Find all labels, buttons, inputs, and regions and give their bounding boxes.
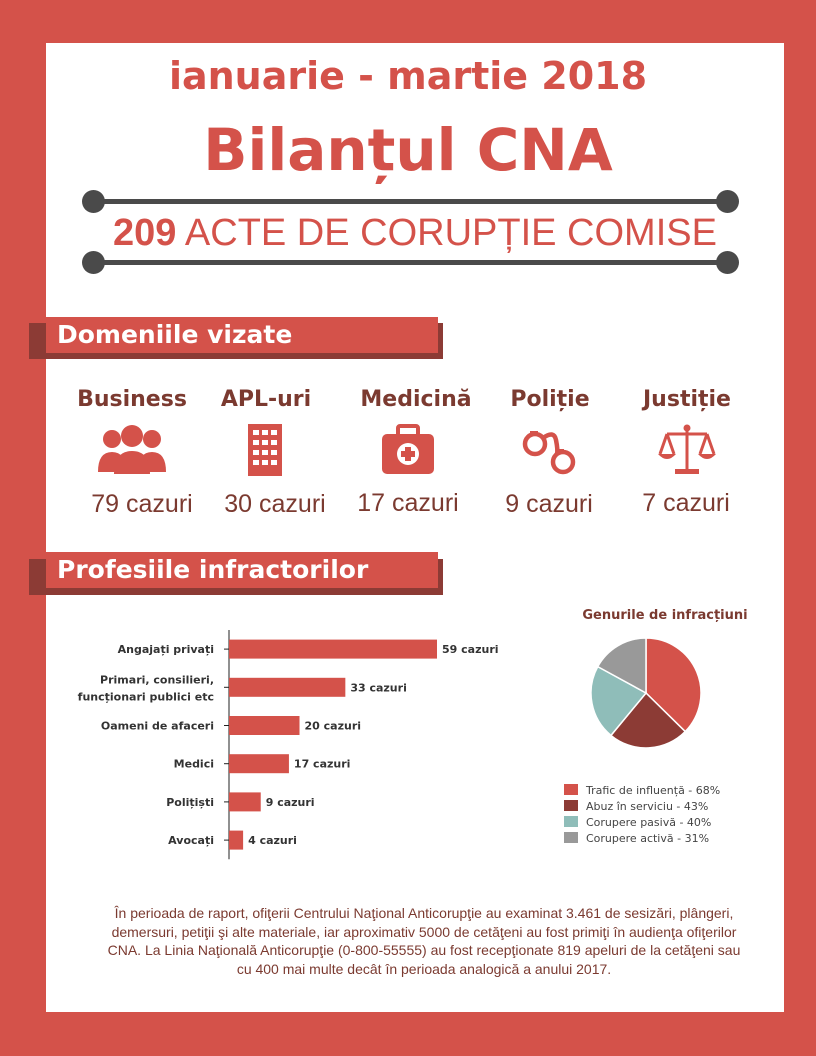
domain-count-business: 79 cazuri <box>91 490 193 518</box>
bar-data-label: 17 cazuri <box>293 757 351 771</box>
bar <box>229 716 300 735</box>
domain-count-justitie: 7 cazuri <box>642 489 730 517</box>
domain-label-justitie: Justiție <box>643 387 731 412</box>
bar-category-label: Polițiști <box>166 795 214 809</box>
rule-dot <box>82 251 105 274</box>
acts-number: 209 <box>113 212 177 254</box>
bar <box>229 678 345 697</box>
bar-data-label: 59 cazuri <box>442 643 499 657</box>
professions-bar-chart <box>50 620 520 870</box>
acts-text: ACTE DE CORUPȚIE COMISE <box>184 212 717 254</box>
handcuffs-icon <box>510 422 590 478</box>
pie-legend-item <box>564 799 764 815</box>
bar <box>229 831 243 850</box>
bar-category-label: Primari, consilieri, <box>100 673 214 687</box>
building-icon <box>226 422 306 478</box>
people-icon <box>92 422 172 478</box>
pie-legend <box>564 783 764 847</box>
legend-label: Abuz în serviciu - 43% <box>586 800 709 813</box>
legend-swatch <box>564 784 578 795</box>
domains-heading: Domeniile vizate <box>46 317 438 353</box>
report-period: ianuarie - martie 2018 <box>168 54 648 98</box>
bar-data-label: 4 cazuri <box>248 834 297 848</box>
bar-category-label: Oameni de afaceri <box>100 719 214 733</box>
medical-kit-icon <box>368 422 448 478</box>
bar-category-label: funcționari publici etc <box>77 690 214 704</box>
pie-chart-title: Genurile de infracțiuni <box>582 608 748 623</box>
domain-label-business: Business <box>77 387 187 412</box>
domain-count-apl: 30 cazuri <box>224 490 326 518</box>
footer-paragraph: În perioada de raport, ofiţerii Centrului Naţional Anticorupţie au examinat 3.461 de sesizări, plângeri, demersuri, petiţii şi alte materiale, iar aproximativ 5000 de cetăţeni au fost primiţi în audienţa ofiţerilor CNA. La Linia Naţională Anticorupţie (0-800-55555) au fost recepţionate 819 apeluri de la cetăţeni sau cu 400 mai multe decât în perioada analogică a anului 2017. <box>107 905 741 977</box>
bar <box>229 792 261 811</box>
pie-legend-item <box>564 831 764 847</box>
offense-types-pie-chart <box>590 637 702 749</box>
bar <box>229 640 437 659</box>
scales-icon <box>647 422 727 478</box>
bar-category-label: Medici <box>173 757 214 771</box>
bar-category-label: Avocați <box>168 834 214 848</box>
rule-dot <box>716 251 739 274</box>
legend-swatch <box>564 832 578 843</box>
bottom-rule <box>95 260 727 265</box>
professions-heading: Profesiile infractorilor <box>46 552 438 588</box>
domain-count-medicina: 17 cazuri <box>357 489 459 517</box>
bar-data-label: 33 cazuri <box>350 681 407 695</box>
domain-label-medicina: Medicină <box>360 387 472 412</box>
page-title: Bilanțul CNA <box>203 116 613 184</box>
top-rule <box>95 199 727 204</box>
domain-count-politie: 9 cazuri <box>505 490 593 518</box>
legend-label: Trafic de influență - 68% <box>586 784 721 797</box>
bar-data-label: 20 cazuri <box>304 719 362 733</box>
acts-headline <box>0 210 816 256</box>
domain-label-politie: Poliție <box>510 387 590 412</box>
pie-legend-item <box>564 815 764 831</box>
bar <box>229 754 289 773</box>
pie-legend-item <box>564 783 764 799</box>
legend-label: Corupere activă - 31% <box>586 832 710 845</box>
legend-swatch <box>564 800 578 811</box>
bar-category-label: Angajați privați <box>117 643 214 657</box>
legend-label: Corupere pasivă - 40% <box>586 816 712 829</box>
bar-data-label: 9 cazuri <box>265 795 315 809</box>
legend-swatch <box>564 816 578 827</box>
domain-label-apl: APL-uri <box>220 387 312 412</box>
